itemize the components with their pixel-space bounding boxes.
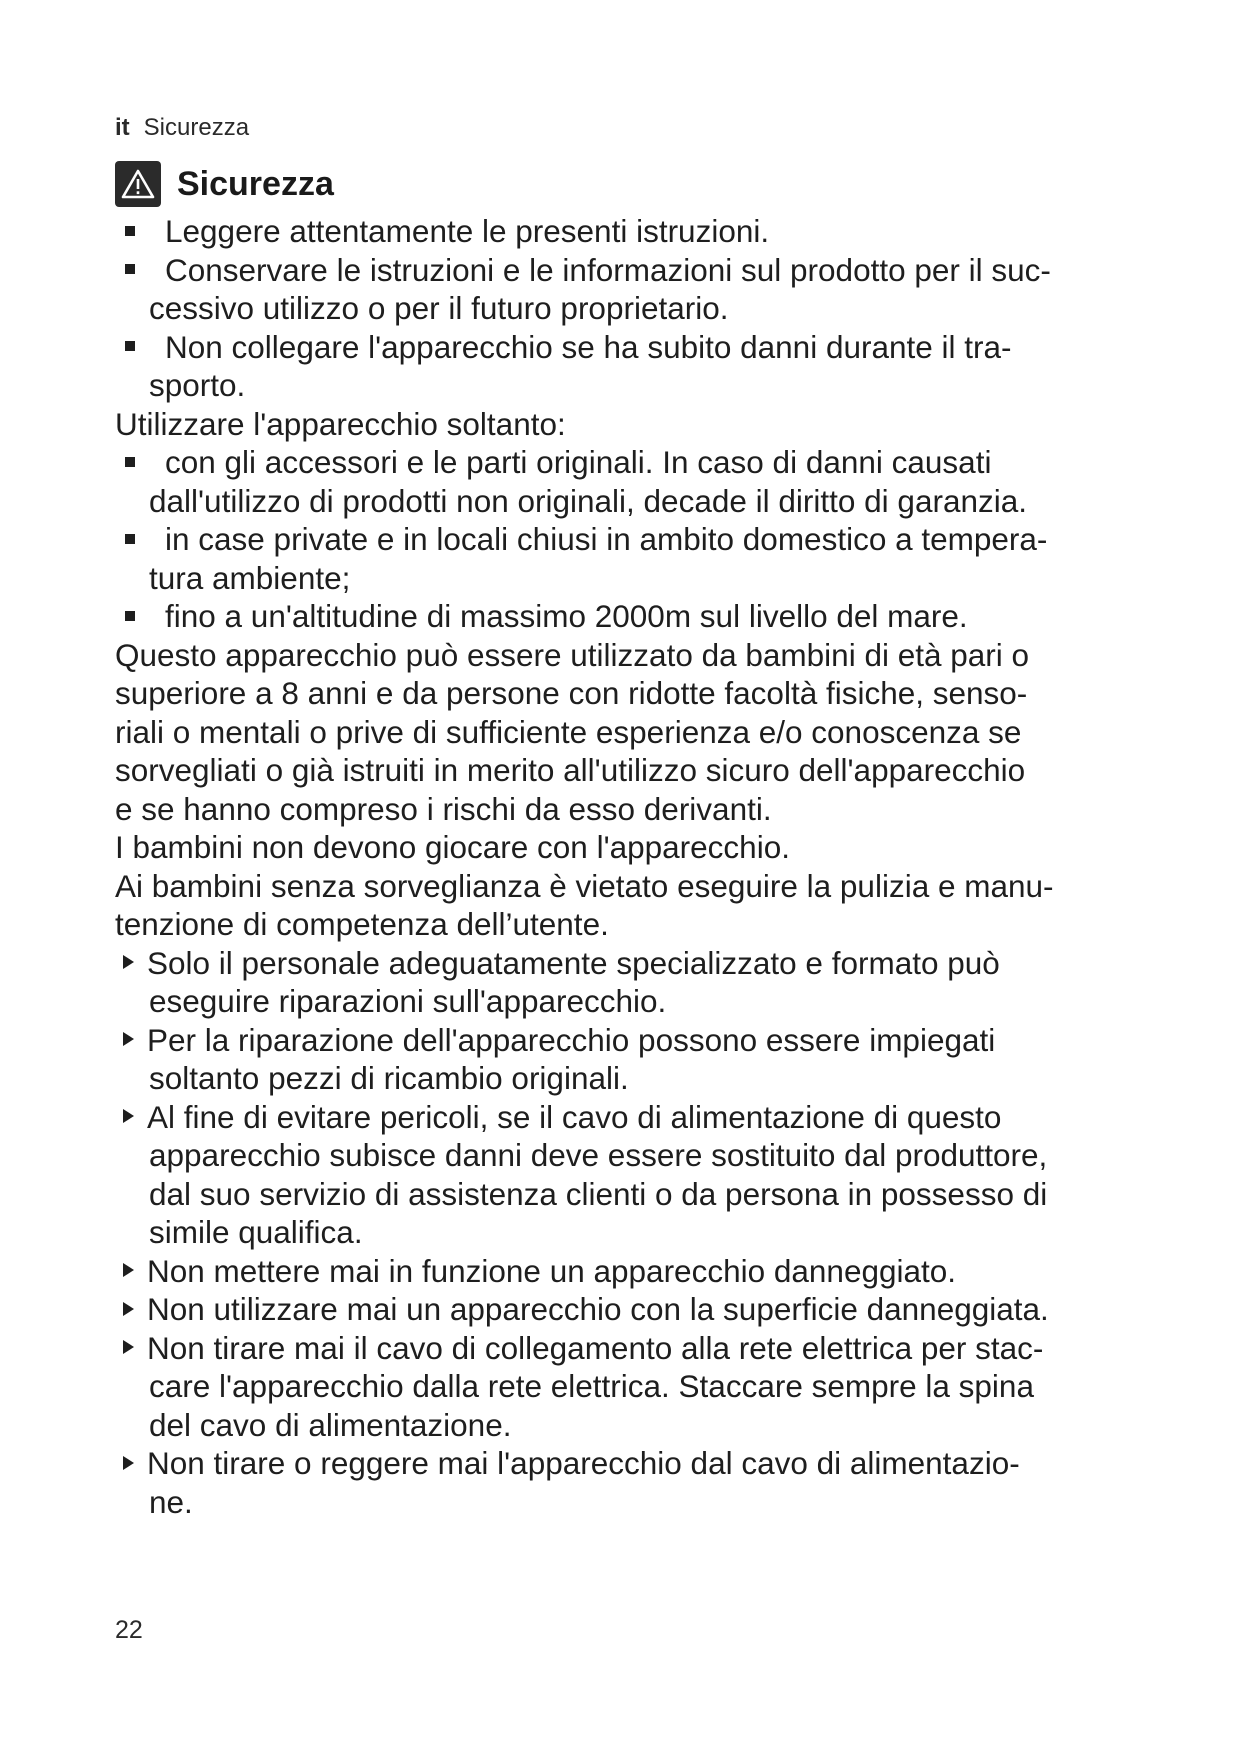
square-bullet-icon [125,341,135,351]
bullet-item: Leggere attentamente le presenti istruzioni. [115,212,1150,251]
paragraph-line: riali o mentali o prive di sufficiente esperienza e/o conoscenza se [115,713,1022,750]
paragraph-line: Ai bambini senza sorveglianza è vietato eseguire la pulizia e manu- [115,867,1054,904]
arrow-continuation: ne. [149,1483,193,1520]
bullet-continuation: tura ambiente; [149,559,351,596]
paragraph-line: I bambini non devono giocare con l'apparecchio. [115,829,790,865]
arrow-bullet-icon [123,955,134,969]
arrow-bullet-icon [123,1302,134,1316]
paragraph-line: tenzione di competenza dell’utente. [115,906,609,942]
arrow-continuation: apparecchio subisce danni deve essere sostituito dal produttore, [149,1137,1048,1173]
arrow-bullet-icon [123,1456,134,1470]
language-code: it [115,114,130,141]
arrow-continuation: eseguire riparazioni sull'apparecchio. [149,983,667,1019]
arrow-bullet-icon [123,1263,134,1277]
square-bullet-icon [125,226,135,236]
arrow-item: Non tirare o reggere mai l'apparecchio dal cavo di alimentazio- [115,1444,1150,1483]
square-bullet-icon [125,264,135,274]
paragraph-line: superiore a 8 anni e da persone con ridotte facoltà fisiche, senso- [115,675,1028,711]
bullet-continuation: dall'utilizzo di prodotti non originali, decade il diritto di garanzia. [149,482,1028,519]
paragraph-line: Questo apparecchio può essere utilizzato da bambini di età pari o [115,636,1030,673]
paragraph-line: sorvegliati o già istruiti in merito all'utilizzo sicuro dell'apparecchio [115,752,1026,788]
bullet-item: con gli accessori e le parti originali. In caso di danni causati [115,443,1150,482]
arrow-item: Al fine di evitare pericoli, se il cavo di alimentazione di questo [115,1098,1150,1137]
arrow-item: Non utilizzare mai un apparecchio con la superficie danneggiata. [115,1290,1150,1329]
paragraph-line: Utilizzare l'apparecchio soltanto: [115,405,566,442]
arrow-bullet-icon [123,1032,134,1046]
arrow-continuation: simile qualifica. [149,1214,363,1250]
arrow-bullet-icon [123,1109,134,1123]
bullet-item: in case private e in locali chiusi in ambito domestico a tempera- [115,520,1150,559]
arrow-continuation: care l'apparecchio dalla rete elettrica. Staccare sempre la spina [149,1368,1034,1404]
safety-content [115,212,1150,1521]
arrow-continuation: del cavo di alimentazione. [149,1406,512,1443]
bullet-continuation: cessivo utilizzo o per il futuro proprietario. [149,290,729,326]
arrow-item: Per la riparazione dell'apparecchio possono essere impiegati [115,1021,1150,1060]
bullet-item: fino a un'altitudine di massimo 2000m sul livello del mare. [115,597,1150,636]
arrow-continuation: dal suo servizio di assistenza clienti o da persona in possesso di [149,1175,1048,1212]
bullet-item: Conservare le istruzioni e le informazioni sul prodotto per il suc- [115,251,1150,290]
square-bullet-icon [125,611,135,621]
section-heading [115,160,334,208]
bullet-continuation: sporto. [149,367,246,403]
header-section: Sicurezza [143,114,250,141]
bullet-item: Non collegare l'apparecchio se ha subito danni durante il tra- [115,328,1150,367]
page-title: Sicurezza [177,164,334,203]
arrow-continuation: soltanto pezzi di ricambio originali. [149,1060,629,1096]
arrow-item: Solo il personale adeguatamente specializzato e formato può [115,944,1150,983]
square-bullet-icon [125,534,135,544]
running-header [115,114,249,142]
arrow-bullet-icon [123,1340,134,1354]
arrow-item: Non mettere mai in funzione un apparecchio danneggiato. [115,1252,1150,1291]
paragraph-line: e se hanno compreso i rischi da esso derivanti. [115,790,772,827]
page-number: 22 [115,1616,143,1644]
warning-icon [115,161,161,207]
arrow-item: Non tirare mai il cavo di collegamento alla rete elettrica per stac- [115,1329,1150,1368]
square-bullet-icon [125,457,135,467]
